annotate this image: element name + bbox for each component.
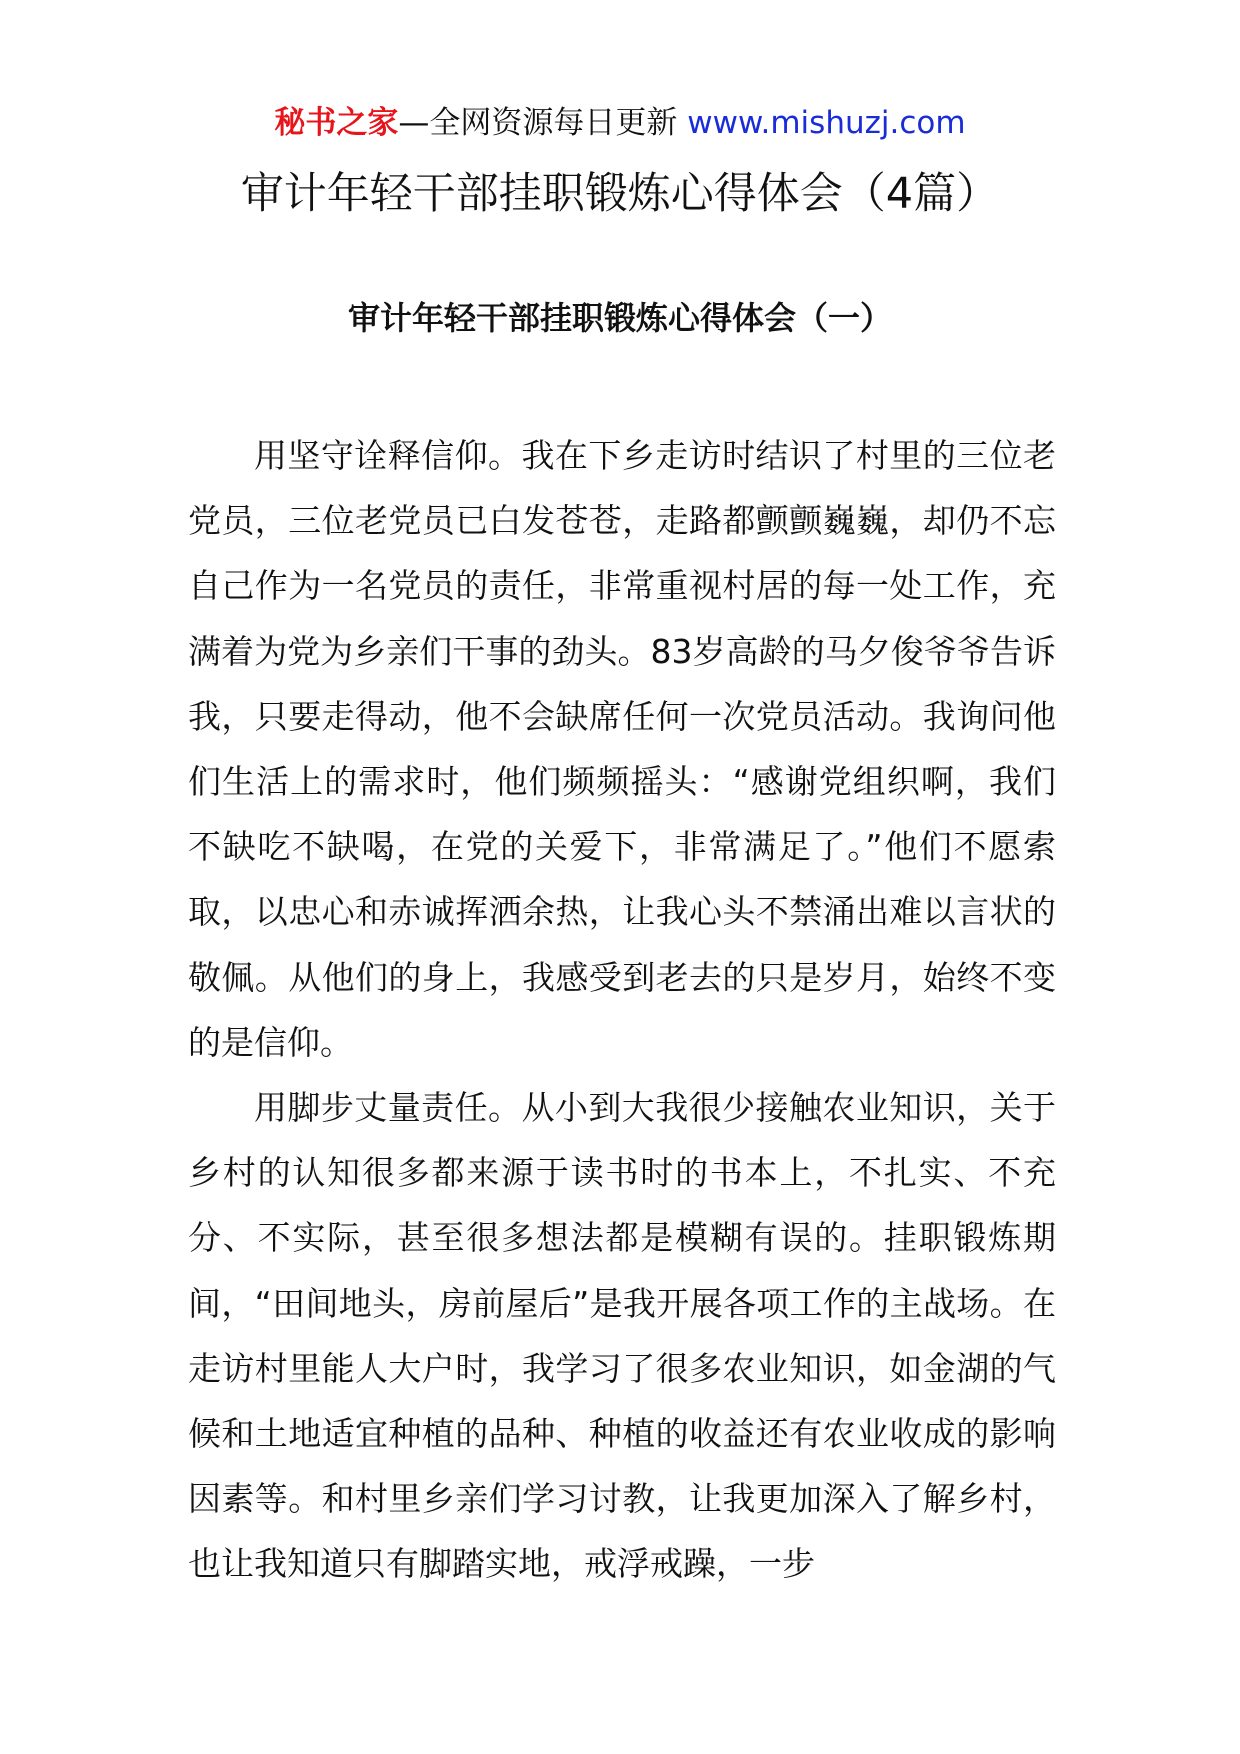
header-tagline: —全网资源每日更新: [398, 105, 688, 141]
body-paragraph: 用坚守诠释信仰。我在下乡走访时结识了村里的三位老党员，三位老党员已白发苍苍，走路都颤颤巍巍，却仍不忘自己作为一名党员的责任，非常重视村居的每一处工作，充满着为党为乡亲们干事的劲头。83岁高龄的马夕俊爷爷告诉我，只要走得动，他不会缺席任何一次党员活动。我询问他们生活上的需求时，他们频频摇头：“感谢党组织啊，我们不缺吃不缺喝，在党的关爱下，非常满足了。”他们不愿索取，以忠心和赤诚挥洒余热，让我心头不禁涌出难以言状的敬佩。从他们的身上，我感受到老去的只是岁月，始终不变的是信仰。: [188, 436, 1056, 1062]
site-url-link[interactable]: www.mishuzj.com: [687, 105, 966, 141]
site-header: [0, 100, 1240, 146]
brand-name: 秘书之家: [274, 105, 399, 141]
section-title: 审计年轻干部挂职锻炼心得体会（一）: [347, 299, 892, 337]
document-title: 审计年轻干部挂职锻炼心得体会（4篇）: [240, 169, 1000, 219]
body-paragraph: 用脚步丈量责任。从小到大我很少接触农业知识，关于乡村的认知很多都来源于读书时的书本上，不扎实、不充分、不实际，甚至很多想法都是模糊有误的。挂职锻炼期间，“田间地头，房前屋后”是我开展各项工作的主战场。在走访村里能人大户时，我学习了很多农业知识，如金湖的气候和土地适宜种植的品种、种植的收益还有农业收成的影响因素等。和村里乡亲们学习讨教，让我更加深入了解乡村，也让我知道只有脚踏实地，戒浮戒躁，一步: [188, 1088, 1056, 1584]
document-body: [188, 423, 1056, 1597]
